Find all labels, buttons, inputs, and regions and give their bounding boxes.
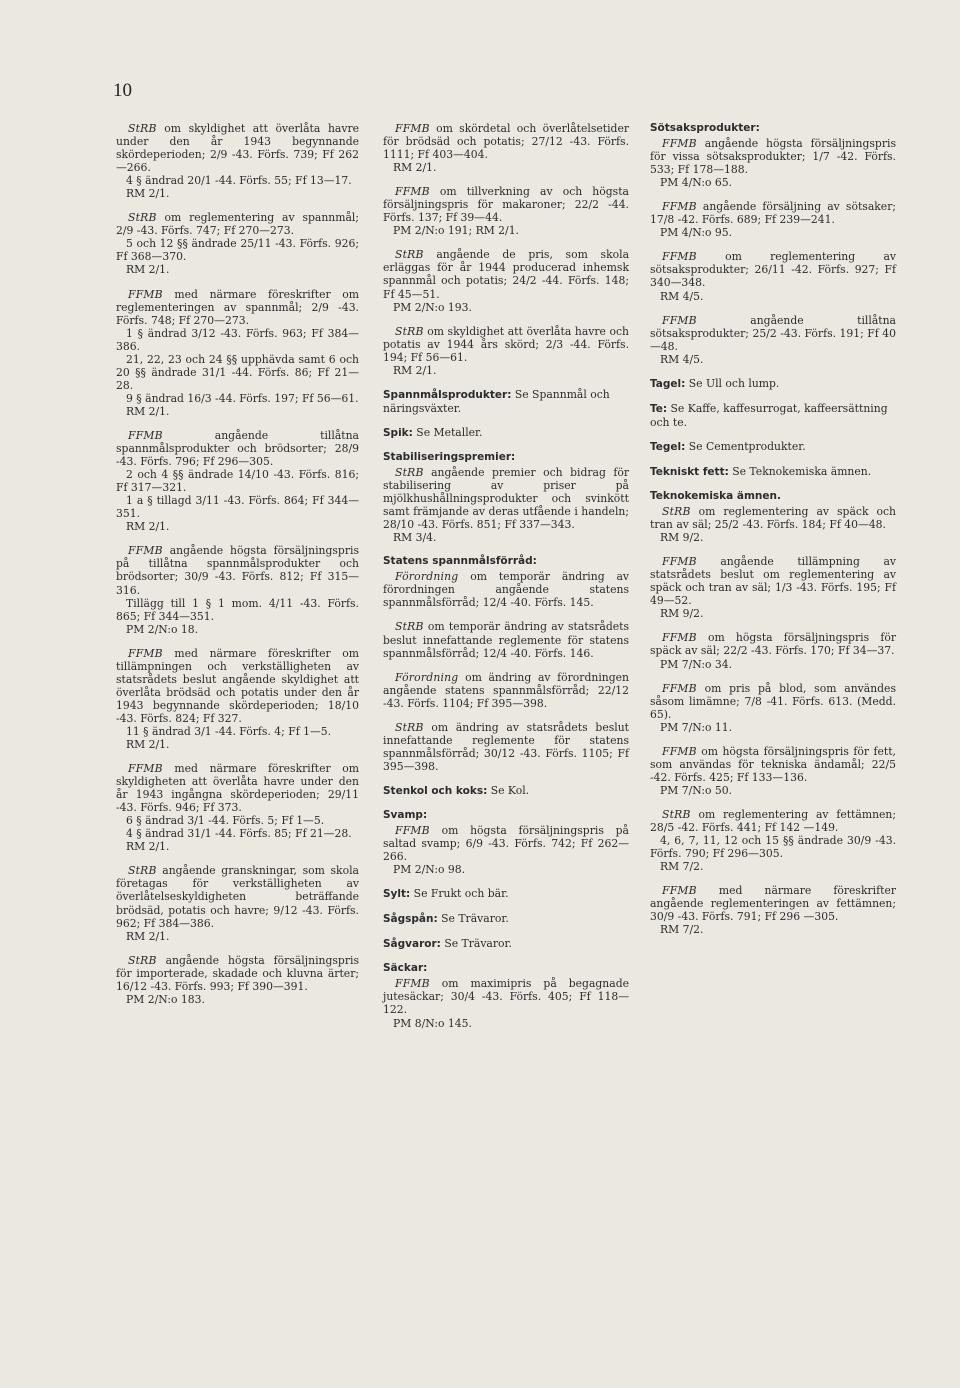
entry-abbreviation: FFMB <box>662 681 697 695</box>
entry-abbreviation: FFMB <box>128 762 163 776</box>
entry-lead <box>116 954 359 993</box>
entry-text: om temporär ändring av förordningen angående statens spannmålsförråd; 12/4 -40. Förfs. 145. <box>383 570 629 610</box>
index-entry <box>383 325 629 377</box>
xref-heading: Spik: <box>383 426 413 439</box>
entry-amendment-line: RM 2/1. <box>126 263 170 277</box>
entry-abbreviation: FFMB <box>395 824 430 838</box>
section-heading: Stabiliseringspremier: <box>383 450 516 463</box>
entry-amendment-line: 9 § ändrad 16/3 -44. Förfs. 197; Ff 56—61. <box>126 391 359 405</box>
xref-target: Se Teknokemiska ämnen. <box>732 464 872 478</box>
entry-lead <box>116 864 359 929</box>
entry-amendment-line: RM 9/2. <box>660 607 704 621</box>
entry-abbreviation: StRB <box>395 248 424 262</box>
cross-reference <box>383 426 629 440</box>
index-entry <box>383 466 629 544</box>
entry-lead <box>650 808 896 834</box>
entry-text: om skyldighet att överlåta havre under den år 1943 begynnande skördeperioden; 2/9 -43. Förfs. 739; Ff 262—266. <box>116 122 359 175</box>
entry-amendment-line: RM 2/1. <box>126 840 170 854</box>
xref-target: Se Trävaror. <box>444 937 512 951</box>
entry-abbreviation: FFMB <box>662 555 697 569</box>
entry-text: angående högsta försäljningspris på tillåtna spannmålsprodukter och brödsorter; 30/9 -43. Förfs. 812; Ff 315—316. <box>116 544 360 597</box>
entry-lead <box>650 745 896 784</box>
section-heading: Sötsaksprodukter: <box>650 122 760 134</box>
entry-lead <box>383 671 629 710</box>
index-entry <box>650 505 896 544</box>
entry-text: om skyldighet att överlåta havre och potatis av 1944 års skörd; 2/3 -44. Förfs. 194; Ff 56—61. <box>383 324 630 364</box>
column-2 <box>383 122 629 1041</box>
index-entry <box>650 631 896 670</box>
entry-abbreviation: Förordning <box>395 670 459 684</box>
index-entry <box>116 954 359 1006</box>
entry-text: om pris på blod, som användes såsom limämne; 7/8 -41. Förfs. 613. (Medd. 65). <box>650 681 896 721</box>
entry-abbreviation: StRB <box>395 324 424 338</box>
entry-amendment-line: PM 7/N:o 50. <box>660 783 733 797</box>
index-entry <box>116 544 359 635</box>
xref-heading: Tekniskt fett: <box>650 465 729 478</box>
xref-heading: Tagel: <box>650 377 686 390</box>
entry-amendment-line: PM 8/N:o 145. <box>393 1016 472 1030</box>
entry-text: om högsta försäljningspris för späck av säl; 22/2 -43. Förfs. 170; Ff 34—37. <box>650 631 896 658</box>
entry-amendment-line: PM 2/N:o 98. <box>393 863 466 877</box>
entry-lead <box>116 211 359 237</box>
entry-amendment-line: PM 2/N:o 193. <box>393 300 472 314</box>
entry-abbreviation: FFMB <box>395 185 430 199</box>
index-entry <box>383 248 629 313</box>
entry-amendment-line: PM 7/N:o 11. <box>660 720 733 734</box>
entry-amendment-line: 11 § ändrad 3/1 -44. Förfs. 4; Ff 1—5. <box>126 724 332 738</box>
entry-lead <box>650 505 896 531</box>
index-entry <box>116 429 359 533</box>
entry-text: med närmare föreskrifter angående reglementeringen av fettämnen; 30/9 -43. Förfs. 791; Ff 296 —305. <box>650 884 896 924</box>
xref-heading: Sylt: <box>383 888 411 901</box>
entry-abbreviation: FFMB <box>662 744 697 758</box>
entry-text: om ändring av förordningen angående statens spannmålsförråd; 22/12 -43. Förfs. 1104; Ff 395—398. <box>383 670 629 710</box>
entry-abbreviation: StRB <box>128 211 157 225</box>
entry-abbreviation: FFMB <box>662 313 697 327</box>
xref-heading: Sågspån: <box>383 913 438 926</box>
index-entry <box>650 250 896 302</box>
entry-amendment-line: RM 7/2. <box>660 923 704 937</box>
index-entry <box>650 884 896 936</box>
entry-text: angående tillämpning av statsrådets beslut om reglementering av späck och tran av säl; 1/3 -43. Förfs. 195; Ff 49—52. <box>650 555 896 608</box>
index-entry <box>650 137 896 189</box>
entry-amendment-line: PM 4/N:o 95. <box>660 226 733 240</box>
entry-amendment-line: 1 a § tillagd 3/11 -43. Förfs. 864; Ff 344—351. <box>116 494 359 521</box>
index-entry <box>116 122 359 200</box>
entry-amendment-line: RM 2/1. <box>126 404 170 418</box>
entry-amendment-line: RM 2/1. <box>393 363 437 377</box>
entry-text: med närmare föreskrifter om skyldigheten att överlåta havre under den år 1943 ingångna skördeperioden; 29/11 -43. Förfs. 946; Ff 373. <box>116 762 360 815</box>
index-entry <box>383 570 629 609</box>
entry-abbreviation: FFMB <box>662 631 697 645</box>
entry-amendment-line: RM 2/1. <box>126 929 170 943</box>
entry-text: med närmare föreskrifter om reglementeringen av spannmål; 2/9 -43. Förfs. 748; Ff 270—273. <box>116 287 360 327</box>
entry-amendment-line: RM 2/1. <box>126 520 170 534</box>
cross-reference <box>383 912 629 926</box>
entry-amendment-line: RM 7/2. <box>660 860 704 874</box>
index-entry <box>650 555 896 620</box>
entry-amendment-line: 6 § ändrad 3/1 -44. Förfs. 5; Ff 1—5. <box>126 814 325 828</box>
entry-text: angående granskningar, som skola företagas för verkställigheten av överlåtelseskyldigheten beträffande brödsäd, potatis och havre; 9/12 -43. Förfs. 962; Ff 384—386. <box>116 864 359 930</box>
xref-target: Se Cementprodukter. <box>688 439 806 453</box>
index-entry <box>383 671 629 710</box>
cross-reference <box>650 440 896 454</box>
cross-reference <box>650 402 896 429</box>
entry-abbreviation: FFMB <box>662 200 697 214</box>
entry-abbreviation: FFMB <box>662 884 697 898</box>
column-1 <box>116 122 359 1017</box>
xref-target: Se Frukt och bär. <box>413 887 509 901</box>
entry-abbreviation: StRB <box>395 620 424 634</box>
entry-lead <box>116 122 359 174</box>
entry-lead <box>650 137 896 176</box>
entry-lead <box>383 185 629 224</box>
entry-lead <box>116 429 359 468</box>
index-entry <box>383 620 629 659</box>
entry-amendment-line: RM 2/1. <box>126 738 170 752</box>
entry-abbreviation: StRB <box>662 505 691 519</box>
entry-abbreviation: StRB <box>128 122 157 135</box>
entry-lead <box>650 314 896 353</box>
entry-text: om skördetal och överlåtelsetider för brödsäd och potatis; 27/12 -43. Förfs. 1111; Ff 403—404. <box>383 122 629 162</box>
index-entry <box>116 211 359 276</box>
entry-amendment-line: PM 2/N:o 18. <box>126 622 199 636</box>
index-entry <box>116 288 359 418</box>
entry-lead <box>383 620 629 659</box>
column-3 <box>650 122 896 947</box>
entry-text: angående tillåtna sötsaksprodukter; 25/2 -43. Förfs. 191; Ff 40—48. <box>650 313 896 353</box>
entry-amendment-line: Tillägg till 1 § 1 mom. 4/11 -43. Förfs. 865; Ff 344—351. <box>116 596 359 623</box>
entry-amendment-line: RM 4/5. <box>660 289 704 303</box>
section-heading: Statens spannmålsförråd: <box>383 555 537 568</box>
entry-lead <box>116 288 359 327</box>
entry-abbreviation: FFMB <box>128 428 163 442</box>
entry-lead <box>116 647 359 725</box>
entry-text: om högsta försäljningspris för fett, som användas för tekniska ändamål; 22/5 -42. Förfs. 425; Ff 133—136. <box>650 744 896 784</box>
entry-abbreviation: FFMB <box>128 646 163 660</box>
entry-lead <box>383 325 629 364</box>
entry-lead <box>383 122 629 161</box>
entry-amendment-line: RM 9/2. <box>660 531 704 545</box>
index-entry <box>116 762 359 853</box>
index-entry <box>383 122 629 174</box>
xref-target: Se Metaller. <box>416 425 483 439</box>
section-heading: Svamp: <box>383 808 428 821</box>
entry-text: med närmare föreskrifter om tillämpningen och verkställigheten av statsrådets beslut angående skyldighet att överlåta brödsäd och potatis under den år 1943 begynnande skördeperioden; 18/10 -43. Förfs. 824; Ff 327. <box>116 646 360 725</box>
entry-amendment-line: PM 4/N:o 65. <box>660 176 733 190</box>
entry-abbreviation: FFMB <box>395 977 430 991</box>
index-entry <box>383 977 629 1029</box>
entry-abbreviation: FFMB <box>662 250 697 264</box>
xref-heading: Tegel: <box>650 440 686 453</box>
entry-text: angående premier och bidrag för stabilisering av priser på mjölkhushållningsprodukter och svinkött samt främjande av deras utfående i handeln; 28/10 -43. Förfs. 851; Ff 337—343. <box>383 465 630 532</box>
entry-amendment-line: RM 2/1. <box>126 187 170 201</box>
entry-abbreviation: FFMB <box>128 287 163 301</box>
cross-reference <box>383 784 629 798</box>
entry-amendment-line: RM 3/4. <box>393 531 437 545</box>
entry-abbreviation: FFMB <box>395 122 430 135</box>
xref-target: Se Trävaror. <box>441 912 509 926</box>
entry-lead <box>383 977 629 1016</box>
xref-heading: Stenkol och koks: <box>383 784 488 797</box>
entry-text: om reglementering av spannmål; 2/9 -43. Förfs. 747; Ff 270—273. <box>116 211 360 238</box>
entry-lead <box>383 824 629 863</box>
entry-abbreviation: StRB <box>128 953 157 967</box>
index-entry <box>383 185 629 237</box>
index-entry <box>650 682 896 734</box>
entry-amendment-line: 21, 22, 23 och 24 §§ upphävda samt 6 och 20 §§ ändrade 31/1 -44. Förfs. 86; Ff 21—28. <box>116 352 359 392</box>
entry-text: angående försäljning av sötsaker; 17/8 -42. Förfs. 689; Ff 239—241. <box>650 200 896 227</box>
entry-lead <box>383 248 629 300</box>
index-entry <box>650 808 896 873</box>
xref-heading: Sågvaror: <box>383 938 441 951</box>
entry-lead <box>383 570 629 609</box>
cross-reference <box>650 377 896 391</box>
entry-text: om reglementering av fettämnen; 28/5 -42. Förfs. 441; Ff 142 —149. <box>650 807 896 834</box>
entry-text: angående de pris, som skola erläggas för år 1944 producerad inhemsk spannmål och potatis; 24/2 -44. Förfs. 148; Ff 45—51. <box>383 248 630 301</box>
entry-text: om högsta försäljningspris på saltad svamp; 6/9 -43. Förfs. 742; Ff 262—266. <box>383 824 629 864</box>
cross-reference <box>383 388 629 415</box>
entry-abbreviation: StRB <box>395 465 424 479</box>
entry-abbreviation: Förordning <box>395 570 459 584</box>
index-entry <box>650 314 896 366</box>
entry-amendment-line: 4 § ändrad 31/1 -44. Förfs. 85; Ff 21—28. <box>126 827 352 841</box>
entry-amendment-line: PM 7/N:o 34. <box>660 657 733 671</box>
entry-lead <box>650 250 896 289</box>
entry-abbreviation: StRB <box>395 720 424 734</box>
entry-text: om maximipris på begagnade jutesäckar; 30/4 -43. Förfs. 405; Ff 118—122. <box>383 977 629 1017</box>
entry-text: angående högsta försäljningspris för importerade, skadade och kluvna ärter; 16/12 -43. Förfs. 993; Ff 390—391. <box>116 953 359 993</box>
xref-heading: Te: <box>650 402 668 415</box>
xref-target: Se Kaffe, kaffesurrogat, kaffeersättning och te. <box>650 401 888 429</box>
entry-text: om ändring av statsrådets beslut innefattande reglemente för statens spannmålsförråd; 30/12 -43. Förfs. 1105; Ff 395—398. <box>383 720 629 773</box>
entry-text: om temporär ändring av statsrådets beslut innefattande reglemente för statens spannmålsförråd; 12/4 -40. Förfs. 146. <box>383 620 629 660</box>
xref-target: Se Spannmål och näringsväxter. <box>383 387 610 415</box>
entry-lead <box>650 631 896 657</box>
entry-lead <box>383 466 629 531</box>
entry-text: angående högsta försäljningspris för vissa sötsaksprodukter; 1/7 -42. Förfs. 533; Ff 178—188. <box>650 137 897 177</box>
entry-lead <box>116 762 359 814</box>
entry-amendment-line: PM 2/N:o 183. <box>126 992 205 1006</box>
entry-lead <box>116 544 359 596</box>
entry-amendment-line: 1 § ändrad 3/12 -43. Förfs. 963; Ff 384—386. <box>116 326 359 353</box>
section-heading: Säckar: <box>383 962 428 975</box>
entry-amendment-line: 2 och 4 §§ ändrade 14/10 -43. Förfs. 816; Ff 317—321. <box>116 468 359 495</box>
page-number: 10 <box>113 80 132 101</box>
entry-lead <box>650 884 896 923</box>
index-entry <box>116 647 359 751</box>
entry-abbreviation: StRB <box>662 807 691 821</box>
index-entry <box>650 200 896 239</box>
cross-reference <box>383 887 629 901</box>
entry-lead <box>650 682 896 721</box>
index-entry <box>383 824 629 876</box>
entry-amendment-line: 5 och 12 §§ ändrade 25/11 -43. Förfs. 926; Ff 368—370. <box>116 237 359 264</box>
xref-target: Se Ull och lump. <box>688 376 780 390</box>
entry-abbreviation: StRB <box>128 864 157 878</box>
index-entry <box>383 721 629 773</box>
cross-reference <box>650 465 896 479</box>
entry-text: om tillverkning av och högsta försäljningspris för makaroner; 22/2 -44. Förfs. 137; Ff 39—44. <box>383 185 629 225</box>
entry-amendment-line: RM 4/5. <box>660 352 704 366</box>
entry-text: om reglementering av sötsaksprodukter; 26/11 -42. Förfs. 927; Ff 340—348. <box>650 250 896 290</box>
entry-lead <box>650 555 896 607</box>
entry-lead <box>383 721 629 773</box>
entry-text: angående tillåtna spannmålsprodukter och brödsorter; 28/9 -43. Förfs. 796; Ff 296—305. <box>116 428 359 469</box>
cross-reference <box>383 937 629 951</box>
index-entry <box>650 745 896 797</box>
entry-abbreviation: FFMB <box>128 544 163 558</box>
xref-heading: Spannmålsprodukter: <box>383 388 512 401</box>
index-entry <box>116 864 359 942</box>
section-heading: Teknokemiska ämnen. <box>650 489 781 502</box>
entry-amendment-line: 4, 6, 7, 11, 12 och 15 §§ ändrade 30/9 -43. Förfs. 790; Ff 296—305. <box>650 834 896 861</box>
entry-text: om reglementering av späck och tran av säl; 25/2 -43. Förfs. 184; Ff 40—48. <box>650 505 897 532</box>
entry-abbreviation: FFMB <box>662 137 697 151</box>
entry-amendment-line: PM 2/N:o 191; RM 2/1. <box>393 224 519 238</box>
xref-target: Se Kol. <box>490 783 530 797</box>
entry-lead <box>650 200 896 226</box>
entry-amendment-line: 4 § ändrad 20/1 -44. Förfs. 55; Ff 13—17. <box>126 174 352 188</box>
entry-amendment-line: RM 2/1. <box>393 161 437 175</box>
